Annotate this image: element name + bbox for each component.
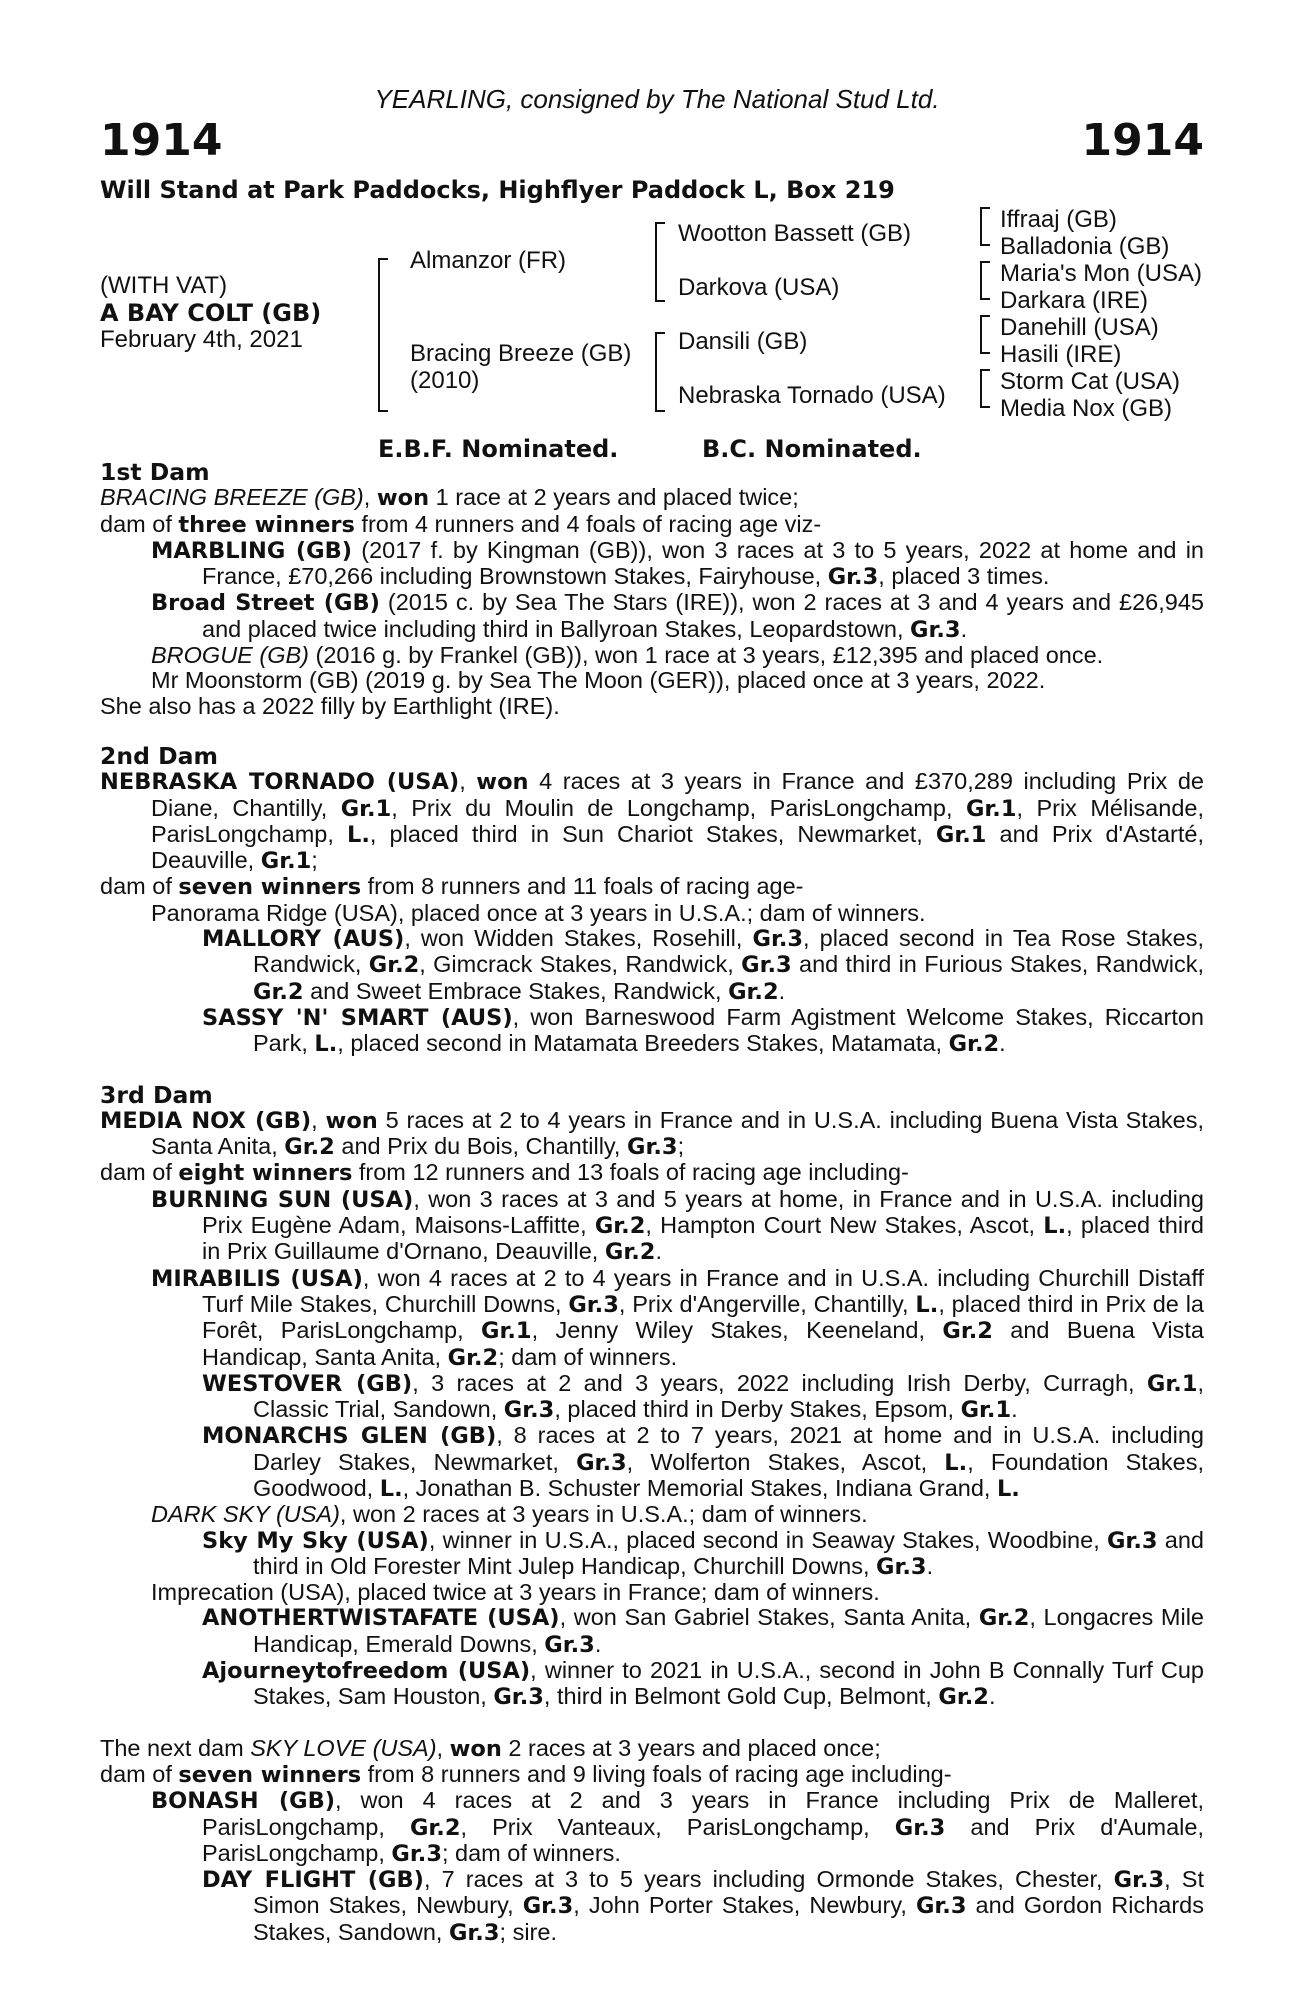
second-dam-record: NEBRASKA TORNADO (USA), won 4 races at 3 years in France and £370,289 including Prix de Diane, Chantilly, Gr.1, Prix du Moulin de Longchamp, ParisLongchamp, Gr.1, Prix Mélisande, ParisLongchamp, L., placed third in Sun Chariot Stakes, Newmarket, Gr.1 and Prix d'Astarté, Deauville, Gr.1; bbox=[100, 768, 1204, 875]
pedigree-bracket-3d bbox=[980, 369, 990, 408]
produce-entry: MARBLING (GB) (2017 f. by Kingman (GB)), won 3 races at 3 to 5 years, 2022 at home and in France, £70,266 including Brownstown Stakes, Fairyhouse, Gr.3, placed 3 times. bbox=[151, 536, 1204, 591]
ancestor-6: Hasili (IRE) bbox=[1000, 341, 1122, 368]
sire-sire: Wootton Bassett (GB) bbox=[678, 220, 911, 247]
produce-entry: BURNING SUN (USA), won 3 races at 3 and 5 years at home, in France and in U.S.A. including Prix Eugène Adam, Maisons-Laffitte, Gr.2, Hampton Court New Stakes, Ascot, L., placed third in Prix Guillaume d'Ornano, Deauville, Gr.2. bbox=[151, 1185, 1204, 1266]
lot-number-right: 1914 bbox=[1081, 115, 1204, 166]
first-dam-record: BRACING BREEZE (GB), won 1 race at 2 years and placed twice; bbox=[100, 484, 799, 512]
produce-entry: MALLORY (AUS), won Widden Stakes, Rosehill, Gr.3, placed second in Tea Rose Stakes, Randwick, Gr.2, Gimcrack Stakes, Randwick, Gr.3 and third in Furious Stakes, Randwick, Gr.2 and Sweet Embrace Stakes, Randwick, Gr.2. bbox=[202, 925, 1204, 1005]
next-dam-record: The next dam SKY LOVE (USA), won 2 races at 3 years and placed once; bbox=[100, 1734, 881, 1762]
produce-entry: Imprecation (USA), placed twice at 3 years in France; dam of winners. bbox=[151, 1579, 880, 1606]
pedigree-bracket-2a bbox=[655, 222, 665, 302]
pedigree-bracket-3b bbox=[980, 261, 990, 300]
sire: Almanzor (FR) bbox=[410, 247, 567, 274]
subject-name: A BAY COLT (GB) bbox=[100, 299, 322, 327]
ancestor-3: Maria's Mon (USA) bbox=[1000, 260, 1202, 287]
first-dam-produce-summary: dam of three winners from 4 runners and 4 foals of racing age viz- bbox=[100, 510, 822, 538]
lot-number-left: 1914 bbox=[100, 115, 223, 166]
pedigree-bracket-3a bbox=[980, 207, 990, 246]
stabling-location: Will Stand at Park Paddocks, Highflyer Paddock L, Box 219 bbox=[100, 176, 895, 204]
produce-entry: DAY FLIGHT (GB), 7 races at 3 to 5 years including Ormonde Stakes, Chester, Gr.3, St Simon Stakes, Newbury, Gr.3, John Porter Stakes, Newbury, Gr.3 and Gordon Richards Stakes, Sandown, Gr.3; sire. bbox=[202, 1866, 1205, 1946]
ancestor-7: Storm Cat (USA) bbox=[1000, 368, 1181, 395]
produce-entry: MONARCHS GLEN (GB), 8 races at 2 to 7 years, 2021 at home and in U.S.A. including Darley Stakes, Newmarket, Gr.3, Wolferton Stakes, Ascot, L., Foundation Stakes, Goodwood, L., Jonathan B. Schuster Memorial Stakes, Indiana Grand, L. bbox=[202, 1422, 1204, 1502]
dam: Bracing Breeze (GB) bbox=[410, 340, 632, 367]
produce-entry: BROGUE (GB) (2016 g. by Frankel (GB)), won 1 race at 3 years, £12,395 and placed once. bbox=[151, 642, 1104, 669]
produce-entry: Panorama Ridge (USA), placed once at 3 years in U.S.A.; dam of winners. bbox=[151, 899, 926, 926]
foaling-date: February 4th, 2021 bbox=[100, 326, 303, 353]
produce-note: She also has a 2022 filly by Earthlight (IRE). bbox=[100, 692, 560, 719]
produce-entry: Broad Street (GB) (2015 c. by Sea The Stars (IRE)), won 2 races at 3 and 4 years and £26,945 and placed twice including third in Ballyroan Stakes, Leopardstown, Gr.3. bbox=[151, 589, 1204, 643]
ebf-nomination: E.B.F. Nominated. bbox=[378, 435, 619, 463]
third-dam-heading: 3rd Dam bbox=[100, 1080, 213, 1109]
ancestor-4: Darkara (IRE) bbox=[1000, 287, 1149, 314]
dam-dam: Nebraska Tornado (USA) bbox=[678, 382, 946, 409]
bc-nomination: B.C. Nominated. bbox=[702, 435, 922, 463]
produce-entry: WESTOVER (GB), 3 races at 2 and 3 years, 2022 including Irish Derby, Curragh, Gr.1, Classic Trial, Sandown, Gr.3, placed third in Derby Stakes, Epsom, Gr.1. bbox=[202, 1369, 1205, 1424]
consignor-line: YEARLING, consigned by The National Stud Ltd. bbox=[374, 84, 940, 114]
sire-dam: Darkova (USA) bbox=[678, 274, 840, 301]
produce-entry: Sky My Sky (USA), winner in U.S.A., placed second in Seaway Stakes, Woodbine, Gr.3 and third in Old Forester Mint Julep Handicap, Churchill Downs, Gr.3. bbox=[202, 1526, 1204, 1580]
produce-entry: SASSY 'N' SMART (AUS), won Barneswood Farm Agistment Welcome Stakes, Riccarton Park, L., placed second in Matamata Breeders Stakes, Matamata, Gr.2. bbox=[202, 1003, 1204, 1058]
next-dam-produce-summary: dam of seven winners from 8 runners and 9 living foals of racing age including- bbox=[100, 1760, 952, 1788]
dam-year: (2010) bbox=[410, 367, 480, 394]
pedigree-body bbox=[100, 460, 1204, 1946]
second-dam-heading: 2nd Dam bbox=[100, 741, 218, 770]
vat-note: (WITH VAT) bbox=[100, 272, 228, 299]
pedigree-bracket-2b bbox=[655, 332, 665, 412]
ancestor-1: Iffraaj (GB) bbox=[1000, 206, 1117, 233]
pedigree-bracket-1 bbox=[378, 258, 388, 412]
produce-entry: DARK SKY (USA), won 2 races at 3 years in U.S.A.; dam of winners. bbox=[151, 1501, 868, 1528]
ancestor-8: Media Nox (GB) bbox=[1000, 395, 1173, 422]
ancestor-5: Danehill (USA) bbox=[1000, 314, 1159, 341]
pedigree-bracket-3c bbox=[980, 315, 990, 354]
ancestor-2: Balladonia (GB) bbox=[1000, 233, 1170, 260]
second-dam-produce-summary: dam of seven winners from 8 runners and 11 foals of racing age- bbox=[100, 873, 804, 901]
first-dam-heading: 1st Dam bbox=[100, 458, 210, 486]
produce-entry: ANOTHERTWISTAFATE (USA), won San Gabriel Stakes, Santa Anita, Gr.2, Longacres Mile Handicap, Emerald Downs, Gr.3. bbox=[202, 1604, 1205, 1658]
dam-sire: Dansili (GB) bbox=[678, 328, 808, 355]
produce-entry: Ajourneytofreedom (USA), winner to 2021 in U.S.A., second in John B Connally Turf Cup Stakes, Sam Houston, Gr.3, third in Belmont Gold Cup, Belmont, Gr.2. bbox=[202, 1657, 1204, 1711]
produce-entry: MIRABILIS (USA), won 4 races at 2 to 4 years in France and in U.S.A. including Churchill Distaff Turf Mile Stakes, Churchill Downs, Gr.3, Prix d'Angerville, Chantilly, L., placed third in Prix de la Forêt, ParisLongchamp, Gr.1, Jenny Wiley Stakes, Keeneland, Gr.2 and Buena Vista Handicap, Santa Anita, Gr.2; dam of winners. bbox=[151, 1264, 1205, 1371]
third-dam-record: MEDIA NOX (GB), won 5 races at 2 to 4 years in France and in U.S.A. including Buena Vista Stakes, Santa Anita, Gr.2 and Prix du Bois, Chantilly, Gr.3; bbox=[100, 1106, 1205, 1161]
third-dam-produce-summary: dam of eight winners from 12 runners and 13 foals of racing age including- bbox=[100, 1159, 909, 1187]
produce-entry: BONASH (GB), won 4 races at 2 and 3 years in France including Prix de Malleret, ParisLongchamp, Gr.2, Prix Vanteaux, ParisLongchamp, Gr.3 and Prix d'Aumale, ParisLongchamp, Gr.3; dam of winners. bbox=[151, 1787, 1204, 1867]
produce-entry: Mr Moonstorm (GB) (2019 g. by Sea The Moon (GER)), placed once at 3 years, 2022. bbox=[151, 667, 1046, 694]
